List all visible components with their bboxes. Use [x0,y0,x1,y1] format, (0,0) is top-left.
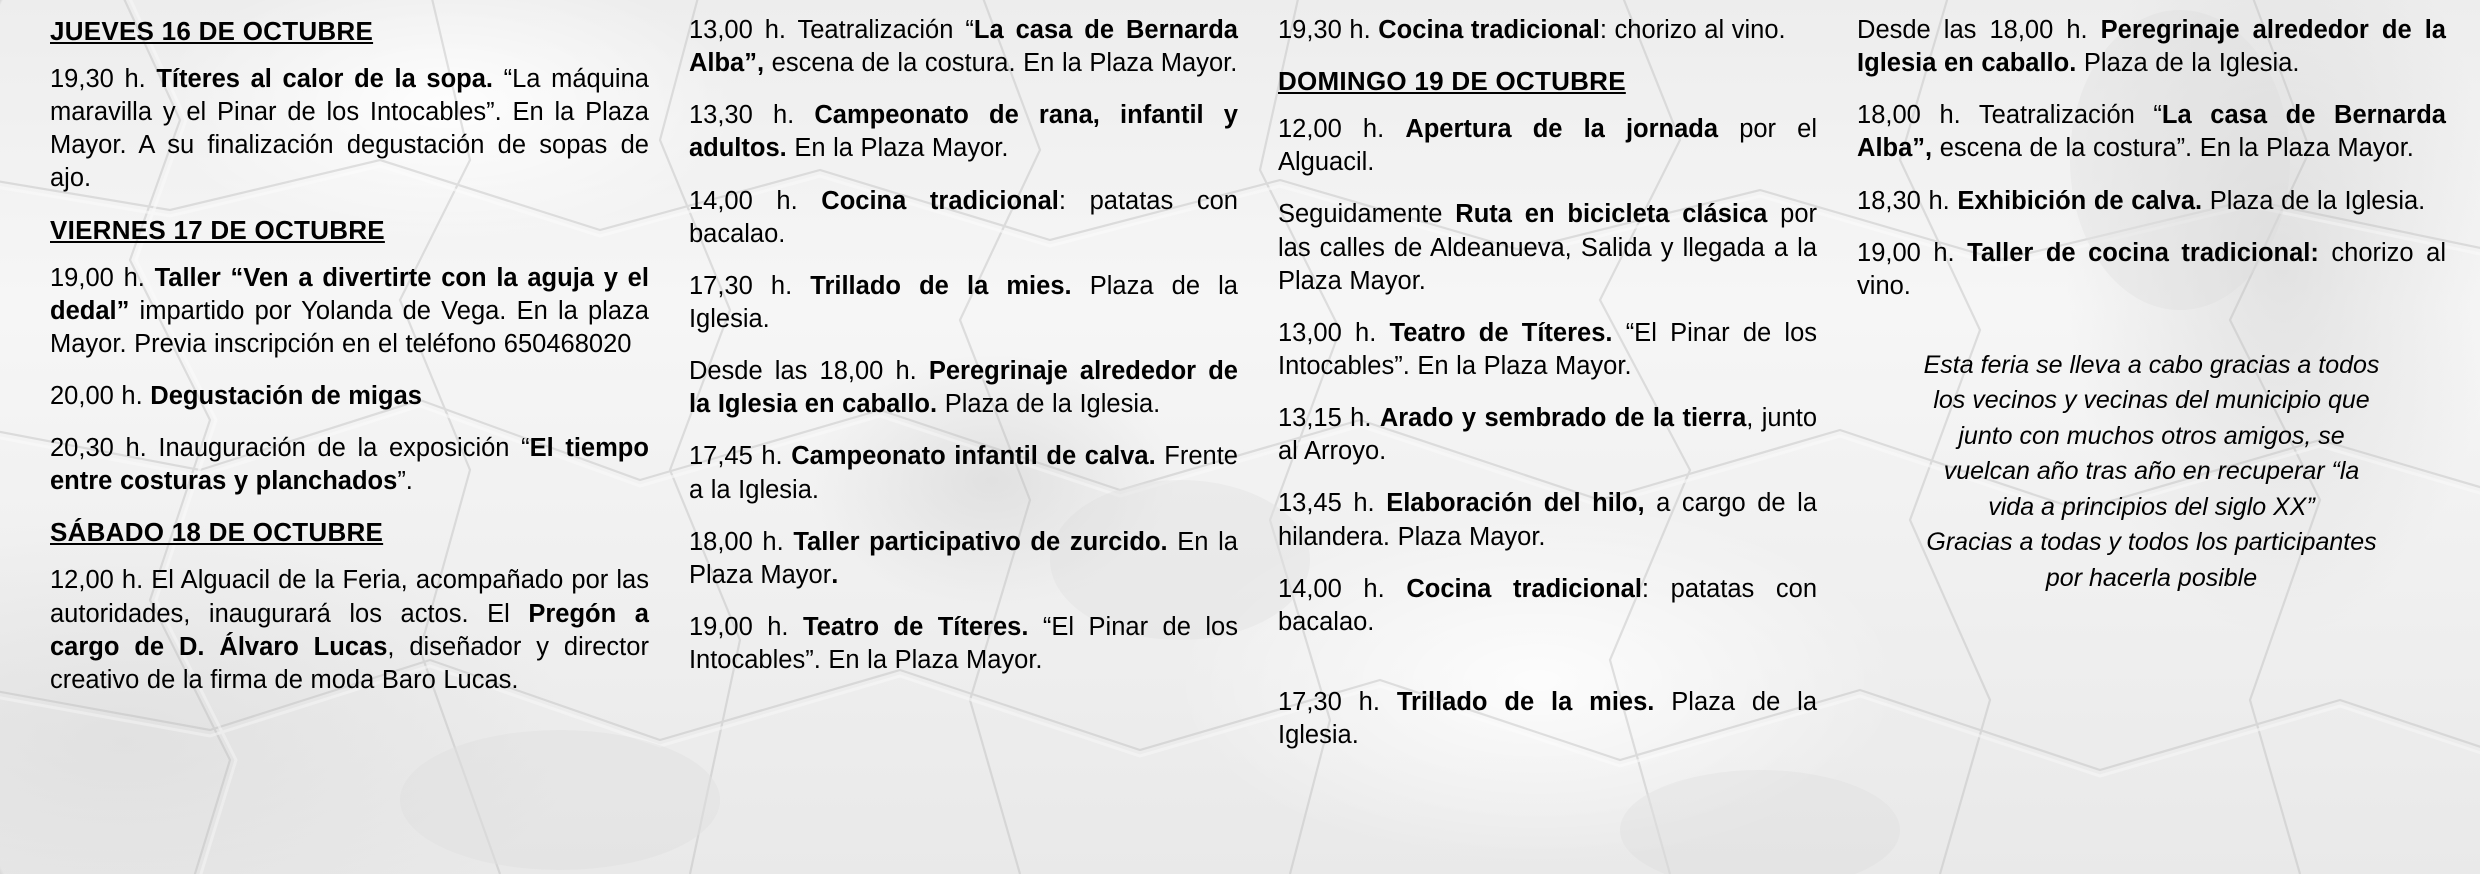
entry-trillado-mies-2: 17,30 h. Trillado de la mies. Plaza de la Iglesia. [1277,687,1818,750]
closing-line: Gracias a todas y todos los participantes [1926,528,2377,557]
entry-teatralizacion-bernarda-1: 13,00 h. Teatralización “La casa de Bernarda Alba”, escena de la costura. En la Plaza Mayor. [688,16,1238,78]
column-1 [50,14,689,864]
entry-peregrinaje-caballo-1: Desde las 18,00 h. Peregrinaje alrededor de la Iglesia en caballo. Plaza de la Iglesia. [688,357,1238,419]
entry-teatro-titeres-2: 13,00 h. Teatro de Títeres. “El Pinar de los Intocables”. En la Plaza Mayor. [1277,318,1818,380]
day-heading-sunday: DOMINGO 19 DE OCTUBRE [1277,66,1626,97]
entry-teatralizacion-bernarda-2: 18,00 h. Teatralización “La casa de Bernarda Alba”, escena de la costura”. En la Plaza Mayor. [1857,101,2446,163]
entry-degustacion-migas: 20,00 h. Degustación de migas [50,381,422,410]
entry-trillado-mies-1: 17,30 h. Trillado de la mies. Plaza de la Iglesia. [688,271,1238,333]
closing-line: vida a principios del siglo XX” [1988,492,2315,521]
entry-teatro-titeres-1: 19,00 h. Teatro de Títeres. “El Pinar de los Intocables”. En la Plaza Mayor. [688,612,1238,675]
closing-note [1857,349,2446,596]
entry-taller-aguja: 19,00 h. Taller “Ven a divertirte con la aguja y el dedal” impartido por Yolanda de Vega. En la plaza Mayor. Previa inscripción en el teléfono 650468020 [50,263,649,358]
entry-cocina-patatas-1: 14,00 h. Cocina tradicional: patatas con bacalao. [688,186,1238,248]
entry-ruta-bicicleta: Seguidamente Ruta en bicicleta clásica por las calles de Aldeanueva, Salida y llegada a la Plaza Mayor. [1277,200,1818,295]
entry-titeres-sopa: 19,30 h. Títeres al calor de la sopa. “La máquina maravilla y el Pinar de los Intocables”. En la Plaza Mayor. A su finalización degustación de sopas de ajo. [50,65,649,193]
column-2 [689,14,1278,864]
entry-taller-zurcido: 18,00 h. Taller participativo de zurcido. En la Plaza Mayor. [688,527,1238,589]
entry-campeonato-rana: 13,30 h. Campeonato de rana, infantil y adultos. En la Plaza Mayor. [688,101,1238,163]
entry-alguacil-feria: 12,00 h. El Alguacil de la Feria, acompañado por las autoridades, inaugurará los actos. El Pregón a cargo de D. Álvaro Lucas, diseñador y director creativo de la firma de moda Baro Lucas. [50,566,649,694]
closing-line: vuelcan año tras año en recuperar “la [1943,457,2360,486]
entry-peregrinaje-caballo-2: Desde las 18,00 h. Peregrinaje alrededor de la Iglesia en caballo. Plaza de la Iglesia. [1857,16,2446,78]
column-spacer [1278,658,1817,686]
day-heading-saturday: SÁBADO 18 DE OCTUBRE [50,517,384,548]
entry-apertura-jornada: 12,00 h. Apertura de la jornada por el Alguacil. [1277,115,1818,177]
entry-exhibicion-calva: 18,30 h. Exhibición de calva. Plaza de la Iglesia. [1857,186,2426,215]
entry-taller-cocina: 19,00 h. Taller de cocina tradicional: chorizo al vino. [1857,238,2446,300]
closing-line: los vecinos y vecinas del municipio que [1933,386,2370,415]
entry-inauguracion-exposicion: 20,30 h. Inauguración de la exposición “El tiempo entre costuras y planchados”. [50,434,649,496]
entry-campeonato-calva: 17,45 h. Campeonato infantil de calva. Frente a la Iglesia. [688,442,1238,504]
entry-cocina-chorizo-1: 19,30 h. Cocina tradicional: chorizo al vino. [1277,16,1786,44]
closing-line: por hacerla posible [2045,563,2258,592]
column-4 [1857,14,2456,864]
day-heading-friday: VIERNES 17 DE OCTUBRE [50,214,385,245]
column-3 [1278,14,1857,864]
closing-line: Esta feria se lleva a cabo gracias a todos [1923,350,2380,379]
closing-line: junto con muchos otros amigos, se [1958,421,2345,450]
entry-arado-sembrado: 13,15 h. Arado y sembrado de la tierra, junto al Arroyo. [1277,404,1818,466]
entry-elaboracion-hilo: 13,45 h. Elaboración del hilo, a cargo de la hilandera. Plaza Mayor. [1277,489,1818,551]
day-heading-thursday: JUEVES 16 DE OCTUBRE [50,16,374,46]
entry-cocina-patatas-2: 14,00 h. Cocina tradicional: patatas con bacalao. [1277,574,1818,636]
